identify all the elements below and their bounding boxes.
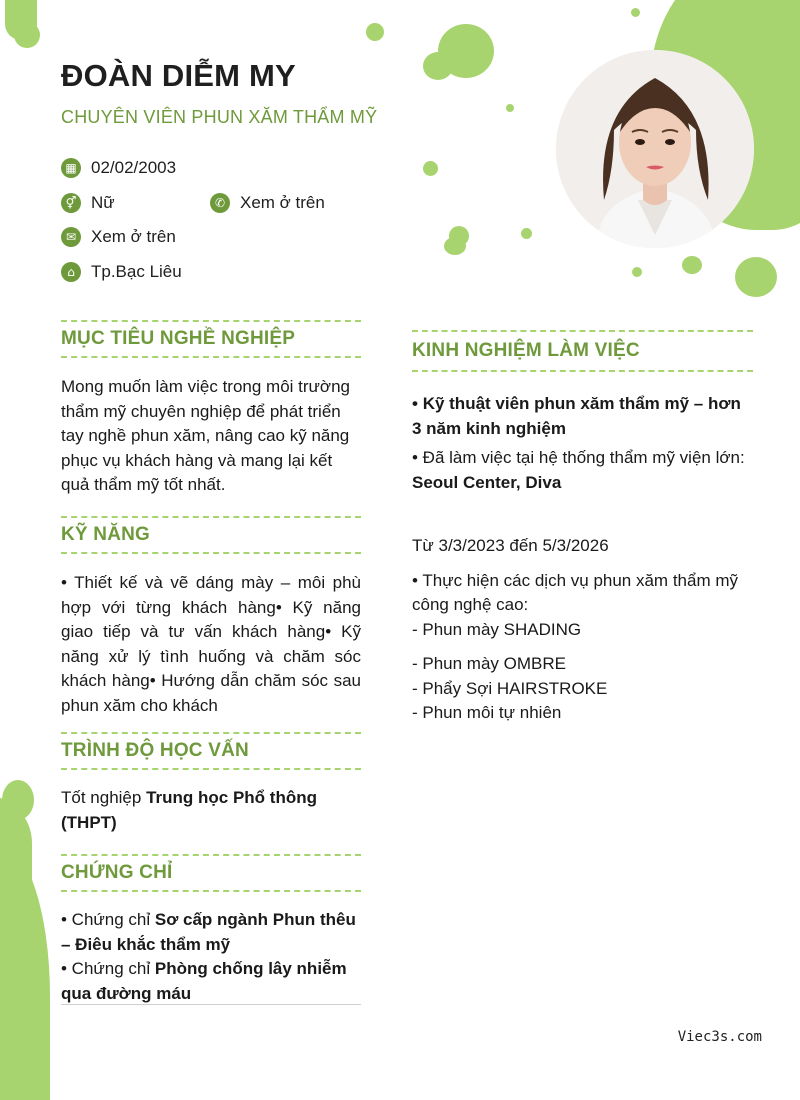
home-icon: ⌂ (61, 262, 81, 282)
service-item: - Phun mày OMBRE (412, 654, 566, 673)
service-item: - Phun môi tự nhiên (412, 703, 562, 722)
phone-icon: ✆ (210, 193, 230, 213)
skills-text: • Thiết kế và vẽ dáng mày – môi phù hợp với từng khách hàng• Kỹ năng giao tiếp và tư vấn khách hàng• Kỹ năng xử lý tình huống và chăm sóc khách hàng• Hướng dẫn chăm sóc sau phun xăm cho khách (61, 573, 361, 715)
decor-blob (366, 23, 384, 41)
calendar-icon: ▦ (61, 158, 81, 178)
decor-blob (631, 8, 640, 17)
info-birthday (61, 158, 176, 178)
summary-text: Kỹ thuật viên phun xăm thẩm mỹ – hơn 3 năm kinh nghiệm (412, 394, 741, 438)
service-item: - Phẩy Sợi HAIRSTROKE (412, 678, 608, 698)
experience-period: Từ 3/3/2023 đến 5/3/2026 (412, 536, 609, 555)
skills-section (61, 516, 361, 718)
decor-blob (14, 22, 40, 48)
decor-blob (506, 104, 514, 112)
services-intro: • Thực hiện các dịch vụ phun xăm thẩm mỹ công nghệ cao: (412, 570, 738, 614)
bottom-divider (61, 1004, 361, 1005)
profile-photo (556, 50, 754, 248)
email-value: Xem ở trên (91, 227, 176, 246)
education-section (61, 732, 361, 835)
certificate-name: Phòng chống lây nhiễm qua đường máu (61, 959, 347, 1003)
education-degree: Trung học Phổ thông (THPT) (61, 788, 317, 832)
candidate-name: ĐOÀN DIỄM MY (61, 58, 296, 93)
experience-section (412, 330, 753, 726)
certificates-heading: CHỨNG CHỈ (61, 854, 361, 892)
decor-blob (682, 256, 702, 274)
certificate-prefix: • Chứng chỉ (61, 910, 155, 929)
decor-blob (423, 161, 438, 176)
experience-heading: KINH NGHIỆM LÀM VIỆC (412, 330, 753, 372)
certificates-section (61, 854, 361, 1006)
decor-blob (0, 840, 50, 1100)
education-prefix: Tốt nghiệp (61, 788, 147, 807)
watermark: Viec3s.com (677, 1029, 762, 1045)
info-phone (210, 193, 325, 213)
info-address (61, 262, 182, 282)
experience-worked-at (412, 446, 753, 495)
certificate-item (61, 957, 361, 1006)
decor-blob (444, 237, 466, 255)
education-heading: TRÌNH ĐỘ HỌC VẤN (61, 732, 361, 770)
certificate-name: Sơ cấp ngành Phun thêu – Điêu khắc thẩm mỹ (61, 910, 356, 954)
certificate-item (61, 908, 361, 957)
birthday-value: 02/02/2003 (91, 158, 177, 177)
objective-text: Mong muốn làm việc trong môi trường thẩm mỹ chuyên nghiệp để phát triển tay nghề phun xăm, nâng cao kỹ năng phục vụ khách hàng và mang lại kết quả thẩm mỹ tốt nhất. (61, 377, 350, 494)
worked-at-prefix: • Đã làm việc tại hệ thống thẩm mỹ viện lớn: (412, 448, 745, 467)
decor-blob (423, 52, 453, 80)
info-gender (61, 193, 115, 213)
objective-heading: MỤC TIÊU NGHỀ NGHIỆP (61, 320, 361, 358)
envelope-icon: ✉ (61, 227, 81, 247)
info-email (61, 227, 176, 247)
phone-value: Xem ở trên (240, 193, 325, 212)
gender-value: Nữ (91, 193, 115, 212)
experience-summary (412, 392, 753, 441)
decor-blob (521, 228, 532, 239)
worked-at-place: Seoul Center, Diva (412, 472, 562, 492)
service-item: - Phun mày SHADING (412, 619, 582, 639)
gender-icon: ⚥ (61, 193, 81, 213)
address-value: Tp.Bạc Liêu (91, 262, 182, 281)
education-text (61, 786, 361, 835)
certificate-prefix: • Chứng chỉ (61, 959, 155, 978)
objective-section (61, 320, 361, 498)
summary-bullet: • (412, 394, 423, 413)
skills-heading: KỸ NĂNG (61, 516, 361, 554)
decor-blob (632, 267, 642, 277)
job-title: CHUYÊN VIÊN PHUN XĂM THẨM MỸ (61, 107, 378, 127)
decor-blob (735, 257, 777, 297)
